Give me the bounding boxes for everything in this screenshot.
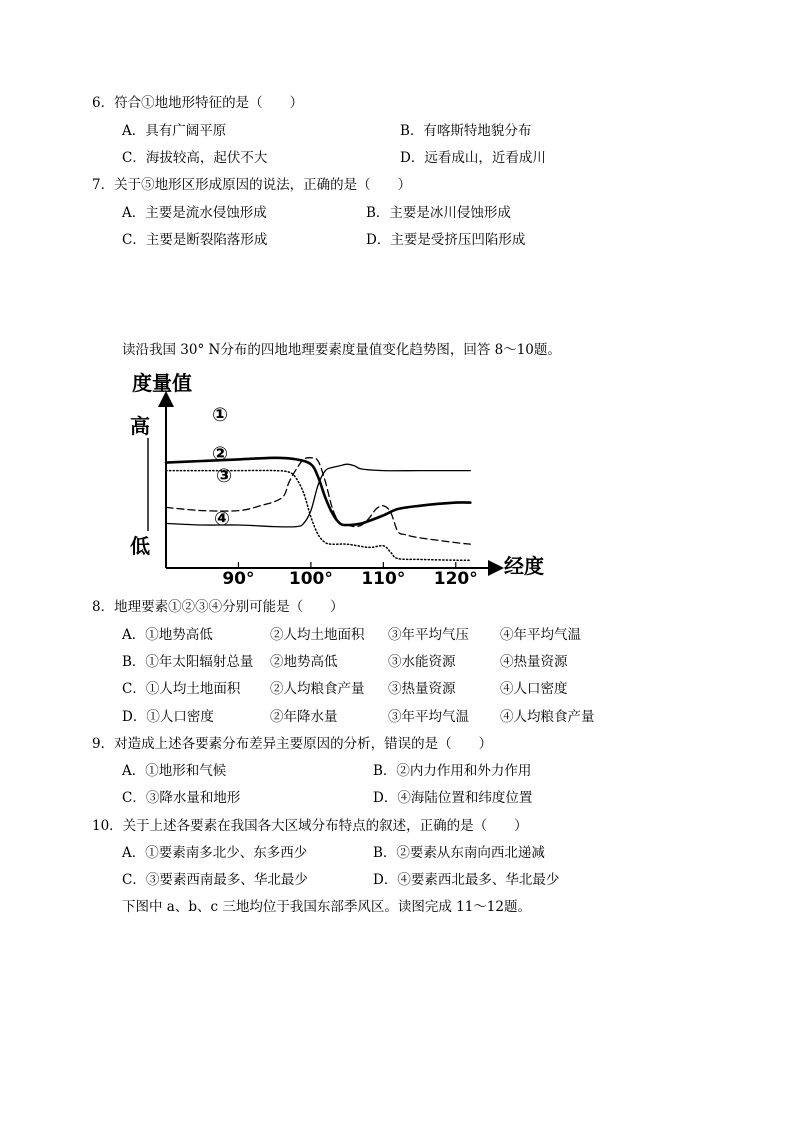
trend-chart-svg [120,365,570,585]
intro-q8-10: 读沿我国 30° N分布的四地地理要素度量值变化趋势图，回答 8～10题。 [122,342,561,358]
q6-option-b: B．有喀斯特地貌分布 [400,123,532,139]
q8-option-cell: ④人口密度 [500,681,568,697]
q8-option-cell: ④人均粮食产量 [500,709,595,725]
q7-option-c: C．主要是断裂陷落形成 [122,232,268,248]
x-ticks [222,562,477,585]
y-high-label: 高 [130,414,150,438]
q8-option-cell: ③热量资源 [388,681,456,697]
q8-option-cell: ④热量资源 [500,654,568,670]
q10-option-b: B．②要素从东南向西北递减 [373,845,545,861]
y-low-label: 低 [130,534,150,558]
q10-option-a: A．①要素南多北少、东多西少 [122,845,308,861]
q6-option-a: A．具有广阔平原 [122,123,227,139]
q7-stem: 7．关于⑤地形区形成原因的说法，正确的是（ ） [92,177,412,193]
q6-option-c: C．海拔较高，起伏不大 [122,150,268,166]
q8-stem: 8．地理要素①②③④分别可能是（ ） [92,599,344,615]
q8-option-cell: ③水能资源 [388,654,456,670]
x-tick-label: 120° [433,569,478,585]
x-tick-label: 110° [361,569,406,585]
x-tick-label: 100° [288,569,333,585]
q6-stem: 6．符合①地地形特征的是（ ） [92,95,304,111]
q8-option-cell: A．①地势高低 [122,627,213,643]
curve-label-1: ① [211,404,229,426]
q8-option-cell: C．①人均土地面积 [122,681,241,697]
chart-series [166,458,470,561]
q9-stem: 9．对造成上述各要素分布差异主要原因的分析，错误的是（ ） [92,736,493,752]
x-axis-title: 经度 [504,554,544,578]
q8-option-cell: D．①人口密度 [122,709,214,725]
curve-label-4: ④ [213,508,231,530]
q8-option-cell: ②人均粮食产量 [270,681,365,697]
intro-q11-12: 下图中 a、b、c 三地均位于我国东部季风区。读图完成 11～12题。 [122,899,531,915]
q8-option-cell: ④年平均气温 [500,627,581,643]
q7-option-b: B．主要是冰川侵蚀形成 [366,205,511,221]
q9-option-a: A．①地形和气候 [122,763,227,779]
q8-option-cell: ③年平均气温 [388,709,469,725]
q9-option-c: C．③降水量和地形 [122,790,241,806]
q9-option-d: D．④海陆位置和纬度位置 [373,790,533,806]
q7-option-a: A．主要是流水侵蚀形成 [122,205,267,221]
trend-figure [120,365,570,585]
q6-option-d: D．远看成山，近看成川 [400,150,546,166]
q10-option-d: D．④要素西北最多、华北最少 [373,872,560,888]
series-line-1 [166,458,470,525]
y-axis-title: 度量值 [132,371,192,395]
q8-option-cell: ②人均土地面积 [270,627,365,643]
q8-option-cell: ②地势高低 [270,654,338,670]
q9-option-b: B．②内力作用和外力作用 [373,763,532,779]
q10-option-c: C．③要素西南最多、华北最少 [122,872,308,888]
q7-option-d: D．主要是受挤压凹陷形成 [366,232,526,248]
curve-label-3: ③ [215,465,233,487]
q10-stem: 10．关于上述各要素在我国各大区域分布特点的叙述，正确的是（ ） [92,818,528,834]
x-tick-label: 90° [222,569,255,585]
curve-label-2: ② [211,443,229,465]
curve-labels [212,404,232,530]
q8-option-cell: ②年降水量 [270,709,338,725]
q8-option-cell: B．①年太阳辐射总量 [122,654,254,670]
series-line-4 [166,464,470,527]
q8-option-cell: ③年平均气压 [388,627,469,643]
